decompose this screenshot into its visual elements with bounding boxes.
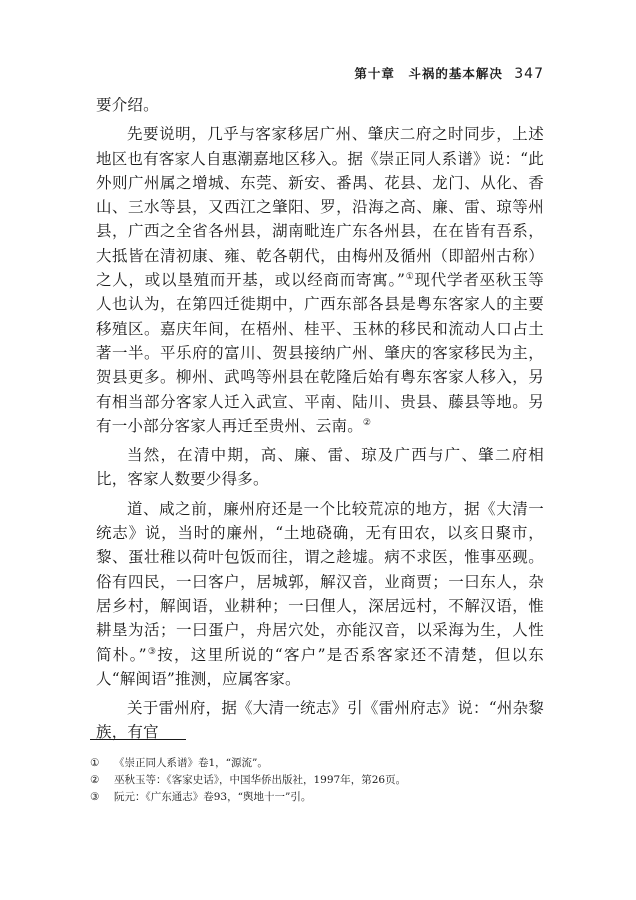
paragraph-continuation — [96, 93, 544, 117]
body-text — [96, 93, 544, 750]
paragraph-text: 要介绍。 — [96, 96, 159, 114]
footnote-text: 阮元：《广东通志》卷93，“舆地十一”引。 — [114, 791, 312, 803]
chapter-title: 第十章 斗祸的基本解决 — [354, 66, 503, 81]
paragraph — [96, 696, 544, 745]
footnote-item — [90, 772, 530, 789]
footnote-item — [90, 755, 530, 772]
paragraph-text: 先要说明，几乎与客家移居广州、肇庆二府之时同步，上述地区也有客家人自惠潮嘉地区移入。据《崇正同人系谱》说：“此外则广州属之增城、东莞、新安、番禺、花县、龙门、从化、香山、三水等县，又西江之肇阳、罗，沿海之高、廉、雷、琼等州县，广西之全省各州县，湖南毗连广东各州县，在在皆有吾系，大抵皆在清初康、雍、乾各朝代，由梅州及循州（即韶州古称）之人，或以垦殖而开基，或以经商而寄寓。” — [96, 125, 544, 290]
paragraph — [96, 122, 544, 438]
paragraph — [96, 443, 544, 492]
footnote-mark: ② — [90, 774, 100, 786]
footnote-text: 《崇正同人系谱》卷1，“源流”。 — [114, 757, 268, 769]
footnote-mark: ③ — [90, 791, 100, 803]
footnote-ref-1[interactable]: ① — [405, 271, 415, 282]
footnote-mark: ① — [90, 757, 100, 769]
paragraph-text: 道、咸之前，廉州府还是一个比较荒凉的地方，据《大清一统志》说，当时的廉州，“土地硗确，无有田农，以亥日聚市，黎、蛋壮稚以荷叶包饭而往，谓之趁墟。病不求医，惟事巫觋。俗有四民，一曰客户，居城郭，解汉音，业商贾；一曰东人，杂居乡村，解闽语，业耕种；一曰俚人，深居远村，不解汉语，惟耕垦为活；一曰蛋户，舟居穴处，亦能汉音，以采海为生，人性简朴。” — [96, 499, 544, 664]
paragraph — [96, 497, 544, 691]
footnote-ref-2[interactable]: ② — [362, 417, 372, 428]
footnotes — [90, 755, 530, 806]
footnote-text: 巫秋玉等：《客家史话》，中国华侨出版社，1997年，第26页。 — [114, 774, 407, 786]
paragraph-text: 当然，在清中期，高、廉、雷、琼及广西与广、肇二府相比，客家人数要少得多。 — [96, 446, 544, 489]
paragraph-text: 关于雷州府，据《大清一统志》引《雷州府志》说：“州杂黎族，有官 — [96, 699, 544, 742]
page-number: 347 — [514, 66, 544, 82]
running-header — [354, 64, 544, 82]
footnote-ref-3[interactable]: ③ — [146, 646, 158, 657]
paragraph-text: 现代学者巫秋玉等人也认为，在第四迁徙期中，广西东部各县是粤东客家人的主要移殖区。嘉庆年间，在梧州、桂平、玉林的移民和流动人口占土著一半。平乐府的富川、贺县接纳广州、肇庆的客家移民为主，贺县更多。柳州、武鸣等州县在乾隆后始有粤东客家人移入，另有相当部分客家人迁入武宣、平南、陆川、贵县、藤县等地。另有一小部分客家人再迁至贵州、云南。 — [96, 271, 544, 435]
paragraph-text: 按，这里所说的“客户”是否系客家还不清楚，但以东人“解闽语”推测，应属客家。 — [96, 645, 544, 688]
footnote-item — [90, 789, 530, 806]
footnote-divider — [90, 739, 186, 740]
